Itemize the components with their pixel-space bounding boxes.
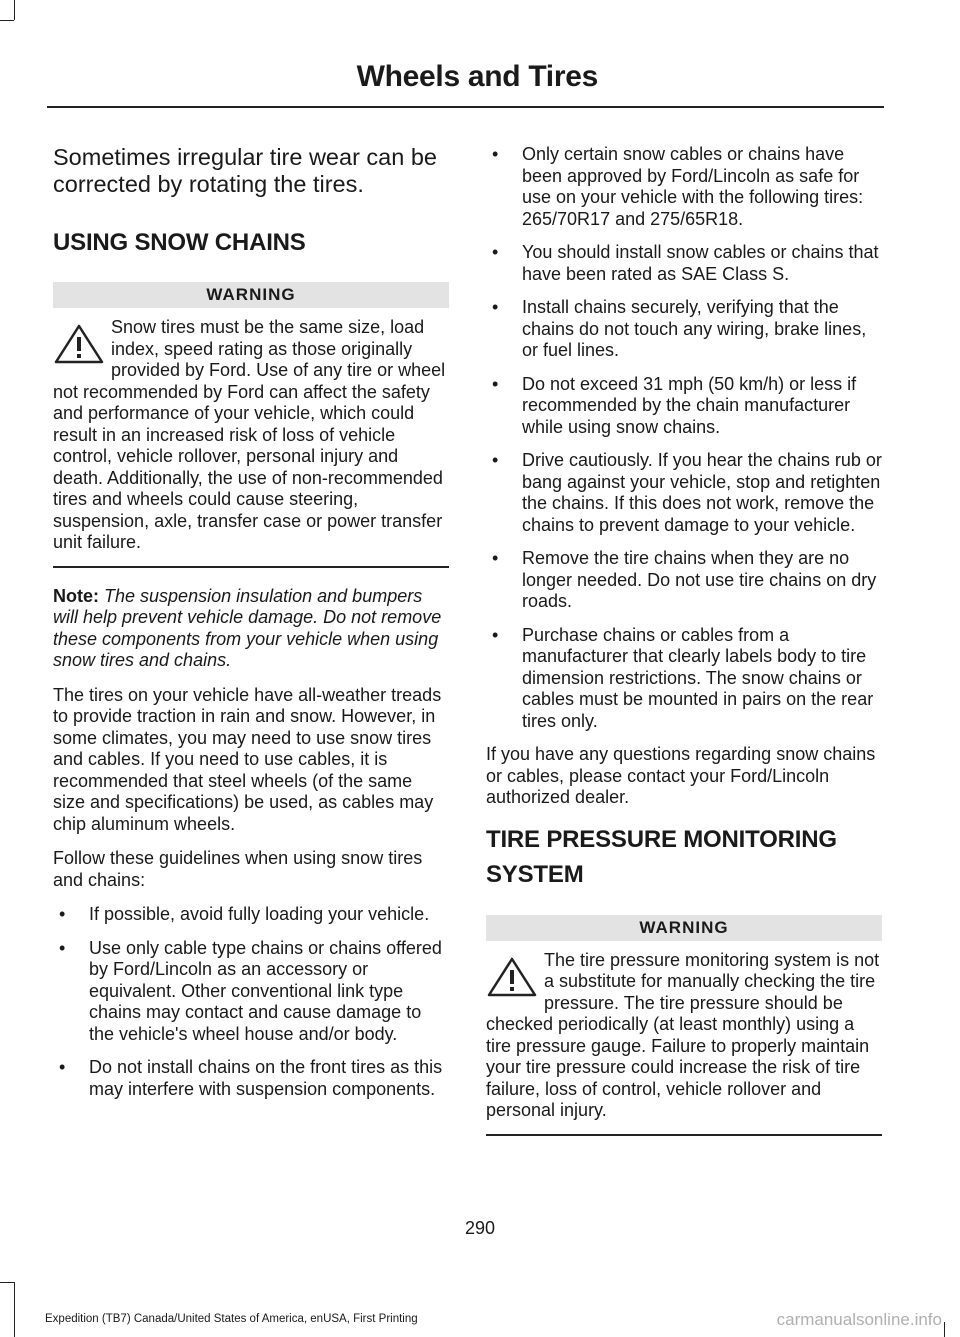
bullet-icon: • — [59, 1057, 66, 1077]
bullet-icon: • — [59, 937, 66, 958]
list-item — [486, 374, 882, 439]
bullet-icon: • — [492, 548, 499, 568]
right-column — [486, 144, 882, 1154]
list-item-text: Purchase chains or cables from a manufacturer that clearly labels body to tire dimension restrictions. The snow chains or cables must be mounted in pairs on the rear tires only. — [522, 624, 874, 731]
bullet-icon: • — [59, 904, 66, 924]
crop-mark — [944, 1322, 945, 1337]
bullet-icon: • — [492, 373, 499, 394]
bullet-icon: • — [492, 297, 499, 317]
note-label: Note: — [53, 585, 99, 606]
intro-paragraph: Sometimes irregular tire wear can be corrected by rotating the tires. — [53, 144, 437, 197]
crop-mark — [14, 1282, 15, 1337]
bullet-icon: • — [492, 450, 499, 470]
left-column — [53, 144, 449, 1112]
list-item — [486, 242, 882, 285]
list-item — [486, 450, 882, 536]
section-heading-line: TIRE PRESSURE MONITORING — [486, 825, 837, 853]
warning-body — [53, 317, 449, 568]
list-item-text: Remove the tire chains when they are no longer needed. Do not use tire chains on dry roads. — [522, 548, 877, 611]
bullet-icon: • — [492, 242, 499, 262]
bullet-icon: • — [492, 144, 499, 164]
warning-box — [486, 915, 882, 1136]
list-item — [53, 904, 449, 926]
section-heading-line: SYSTEM — [486, 860, 584, 888]
page-number: 290 — [464, 1218, 496, 1238]
list-item-text: Use only cable type chains or chains offered by Ford/Lincoln as an accessory or equivalent. Other conventional link type chains may contact and cause damage to the vehicle's wheel house and/or body. — [89, 937, 442, 1044]
crop-mark — [0, 20, 14, 21]
warning-text: The tire pressure monitoring system is not a substitute for manually checking the tire pressure. The tire pressure should be checked periodically (at least monthly) using a tire pressure gauge. Failure to properly maintain your tire pressure could increase the risk of tire failure, loss of control, vehicle rollover and personal injury. — [486, 949, 880, 1120]
list-item-text: If possible, avoid fully loading your vehicle. — [89, 904, 430, 924]
list-item-text: Do not exceed 31 mph (50 km/h) or less if recommended by the chain manufacturer while using snow chains. — [522, 373, 857, 437]
list-item-text: You should install snow cables or chains that have been rated as SAE Class S. — [522, 242, 879, 284]
page-header-title: Wheels and Tires — [356, 60, 598, 93]
paragraph: Follow these guidelines when using snow tires and chains: — [53, 848, 423, 890]
warning-label: WARNING — [53, 282, 449, 308]
crop-mark — [0, 1282, 14, 1283]
warning-body — [486, 950, 882, 1136]
paragraph: The tires on your vehicle have all-weather treads to provide traction in rain and snow. However, in some climates, you may need to use snow tires and cables. If you need to use cables, it is recommended that steel wheels (of the same size and specifications) be used, as cables may chip aluminum wheels. — [53, 684, 442, 834]
list-item — [486, 144, 882, 230]
list-item — [486, 297, 882, 362]
list-item-text: Only certain snow cables or chains have been approved by Ford/Lincoln as safe for use on your vehicle with the following tires: 265/70R17 and 275/65R18. — [522, 144, 864, 229]
list-item — [53, 938, 449, 1046]
list-item-text: Drive cautiously. If you hear the chains rub or bang against your vehicle, stop and retighten the chains. If this does not work, remove the chains to prevent damage to your vehicle. — [522, 450, 882, 535]
section-heading-tpms — [486, 825, 882, 889]
list-item-text: Install chains securely, verifying that the chains do not touch any wiring, brake lines, or fuel lines. — [522, 297, 867, 360]
list-item — [53, 1057, 449, 1100]
crop-mark — [14, 0, 15, 20]
footer-text: Expedition (TB7) Canada/United States of America, enUSA, First Printing — [45, 1313, 418, 1325]
section-heading-snow-chains: USING SNOW CHAINS — [53, 229, 306, 256]
paragraph: If you have any questions regarding snow chains or cables, please contact your Ford/Lincoln authorized dealer. — [486, 744, 876, 807]
bullet-icon: • — [492, 624, 499, 645]
warning-triangle-icon — [486, 956, 538, 998]
list-item — [486, 625, 882, 733]
warning-box — [53, 282, 449, 568]
list-item-text: Do not install chains on the front tires as this may interfere with suspension components. — [89, 1057, 443, 1099]
warning-label: WARNING — [486, 915, 882, 941]
header-divider — [47, 106, 884, 108]
bullet-list — [486, 144, 882, 732]
bullet-list — [53, 904, 449, 1100]
list-item — [486, 548, 882, 613]
note — [53, 586, 449, 672]
warning-text: Snow tires must be the same size, load index, speed rating as those originally provided by Ford. Use of any tire or wheel not recommended by Ford can affect the safety and performance of your vehicle, which could result in an increased risk of loss of vehicle control, vehicle rollover, personal injury and death. Additionally, the use of non-recommended tires and wheels could cause steering, suspension, axle, transfer case or power transfer unit failure. — [53, 317, 446, 552]
warning-triangle-icon — [53, 323, 105, 365]
note-text: The suspension insulation and bumpers will help prevent vehicle damage. Do not remove these components from your vehicle when using snow tires and chains. — [53, 585, 442, 670]
watermark: carmanualsonline.info — [776, 1310, 942, 1329]
